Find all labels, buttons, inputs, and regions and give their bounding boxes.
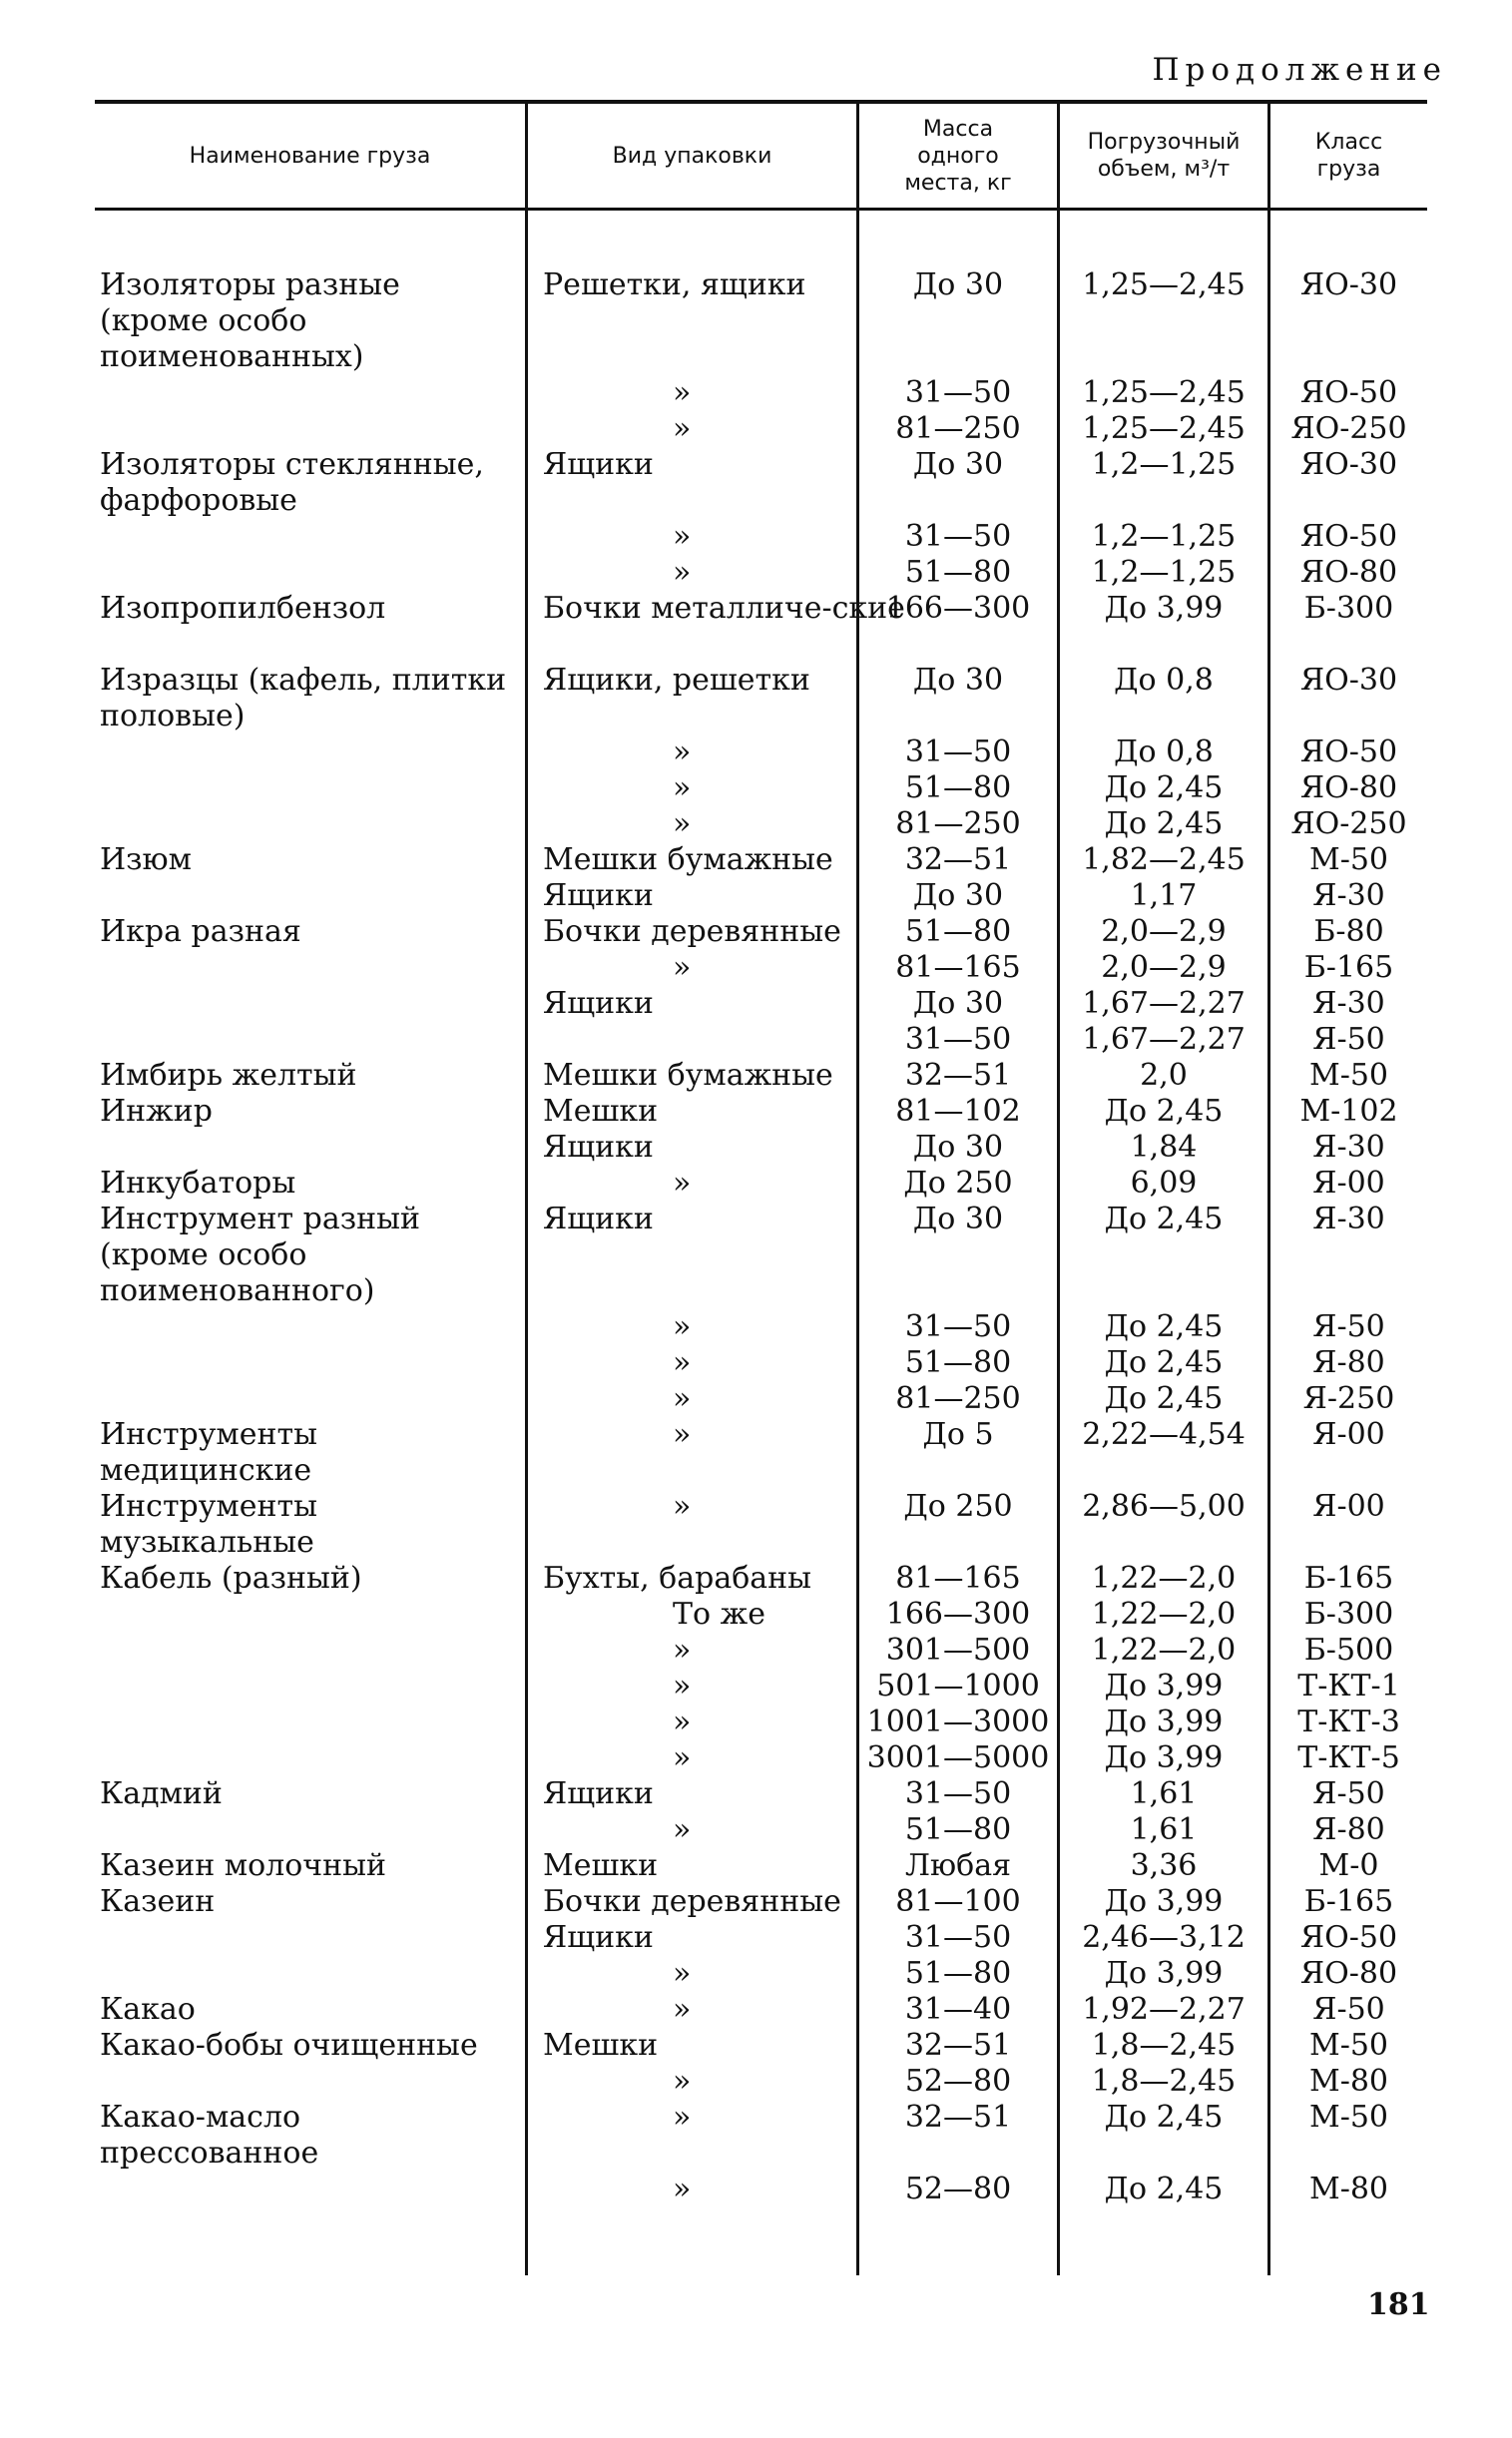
mass-value: До 30: [912, 663, 1004, 698]
mass-value: 81—250: [895, 411, 1021, 446]
cargo-class: Б-500: [1303, 1633, 1394, 1668]
cargo-class: Я-00: [1312, 1166, 1385, 1201]
cargo-class: ЯО-50: [1299, 519, 1398, 554]
volume-value: До 3,99: [1104, 1669, 1224, 1704]
table-row: [95, 1417, 1427, 1489]
header-class: Класс груза: [1314, 130, 1383, 182]
packaging-type: »: [673, 1812, 692, 1847]
packaging-type: »: [673, 1992, 692, 2027]
cargo-class: М-50: [1308, 842, 1389, 877]
table-row: [95, 2100, 1427, 2172]
cargo-class: Б-300: [1303, 1597, 1394, 1632]
mass-value: 31—50: [904, 1776, 1012, 1811]
cargo-name: Инжир: [100, 1094, 213, 1129]
continuation-label: Продолжение: [1152, 52, 1447, 88]
cargo-class: Я-50: [1312, 1776, 1385, 1811]
mass-value: 81—100: [895, 1884, 1021, 1919]
packaging-type: Мешки бумажные: [543, 1058, 833, 1093]
table-row: [95, 591, 1427, 663]
volume-value: 2,86—5,00: [1082, 1489, 1246, 1524]
header-volume: Погрузочный объем, м³/т: [1087, 130, 1241, 182]
cargo-class: Я-80: [1312, 1812, 1385, 1847]
cargo-name: Казеин: [100, 1884, 216, 1919]
volume-value: 6,09: [1130, 1166, 1198, 1201]
cargo-name: Инкубаторы: [100, 1166, 296, 1201]
cargo-class: ЯО-50: [1299, 734, 1398, 769]
volume-value: 1,22—2,0: [1091, 1633, 1237, 1668]
table-row: [95, 2028, 1427, 2064]
cargo-class: Т-КТ-3: [1297, 1705, 1400, 1739]
mass-value: 81—250: [895, 806, 1021, 841]
cargo-name: Имбирь желтый: [100, 1058, 357, 1093]
volume-value: До 2,45: [1104, 1381, 1224, 1416]
volume-value: До 3,99: [1104, 1956, 1224, 1991]
header-packaging: Вид упаковки: [612, 143, 772, 169]
mass-value: Любая: [904, 1848, 1012, 1883]
cargo-name: Инструменты медицинские: [100, 1417, 317, 1488]
packaging-type: Мешки: [543, 1848, 659, 1883]
mass-value: 32—51: [904, 1058, 1012, 1093]
volume-value: 2,22—4,54: [1082, 1417, 1246, 1452]
table-row: [95, 2064, 1427, 2100]
volume-value: 1,25—2,45: [1082, 375, 1246, 410]
mass-value: До 250: [903, 1166, 1013, 1201]
packaging-type: »: [673, 519, 692, 554]
packaging-type: Решетки, ящики: [543, 267, 806, 302]
table-row: [95, 267, 1427, 375]
packaging-type: Ящики: [543, 1202, 654, 1236]
volume-value: До 2,45: [1104, 806, 1224, 841]
cargo-class: ЯО-30: [1299, 267, 1398, 302]
volume-value: До 2,45: [1104, 1202, 1224, 1236]
table-row: [95, 950, 1427, 986]
cargo-name: Икра разная: [100, 914, 301, 949]
table-row: [95, 1884, 1427, 1920]
packaging-type: »: [673, 1633, 692, 1668]
packaging-type: Мешки: [543, 1094, 659, 1129]
table-row: [95, 878, 1427, 914]
table-row: [95, 1094, 1427, 1130]
cargo-class: Я-30: [1312, 878, 1385, 913]
mass-value: До 30: [912, 986, 1004, 1021]
mass-value: 52—80: [904, 2172, 1012, 2206]
cargo-class: ЯО-80: [1299, 555, 1398, 590]
volume-value: 1,84: [1130, 1130, 1198, 1165]
table-row: [95, 1202, 1427, 1309]
header-name: Наименование груза: [189, 143, 431, 169]
table-row: [95, 1381, 1427, 1417]
cargo-class: ЯО-80: [1299, 770, 1398, 805]
cargo-class: ЯО-250: [1290, 806, 1407, 841]
mass-value: 31—50: [904, 519, 1012, 554]
cargo-class: ЯО-30: [1299, 663, 1398, 698]
mass-value: 81—102: [895, 1094, 1021, 1129]
packaging-type: Ящики: [543, 1130, 654, 1165]
cargo-class: Б-165: [1303, 1884, 1394, 1919]
table-row: [95, 1058, 1427, 1094]
cargo-name: Изюм: [100, 842, 192, 877]
packaging-type: »: [673, 770, 692, 805]
volume-value: До 2,45: [1104, 1309, 1224, 1344]
packaging-type: »: [673, 1345, 692, 1380]
cargo-class: ЯО-50: [1299, 375, 1398, 410]
volume-value: 1,2—1,25: [1091, 447, 1237, 482]
volume-value: 1,82—2,45: [1082, 842, 1246, 877]
table-row: [95, 519, 1427, 555]
packaging-type: »: [673, 1381, 692, 1416]
mass-value: 31—50: [904, 1309, 1012, 1344]
table-row: [95, 1776, 1427, 1812]
cargo-class: ЯО-250: [1290, 411, 1407, 446]
packaging-type: Ящики: [543, 447, 654, 482]
mass-value: 166—300: [885, 1597, 1031, 1632]
volume-value: До 2,45: [1104, 2172, 1224, 2206]
packaging-type: »: [673, 411, 692, 446]
volume-value: 2,0: [1140, 1058, 1188, 1093]
table-row: [95, 1812, 1427, 1848]
mass-value: До 250: [903, 1489, 1013, 1524]
cargo-class: Б-165: [1303, 1561, 1394, 1596]
cargo-class: М-80: [1308, 2064, 1389, 2099]
mass-value: До 30: [912, 1202, 1004, 1236]
packaging-type: »: [673, 1489, 692, 1524]
packaging-type: Ящики: [543, 1776, 654, 1811]
cargo-name: Изопропилбензол: [100, 591, 386, 626]
cargo-class: М-50: [1308, 2028, 1389, 2063]
volume-value: До 3,99: [1104, 591, 1224, 626]
volume-value: 1,8—2,45: [1091, 2028, 1237, 2063]
cargo-class: ЯО-30: [1299, 447, 1398, 482]
header-bottom-rule: [95, 208, 1427, 211]
volume-value: До 2,45: [1104, 1345, 1224, 1380]
packaging-type: »: [673, 1956, 692, 1991]
packaging-type: Бочки деревянные: [543, 914, 841, 949]
mass-value: 81—250: [895, 1381, 1021, 1416]
cargo-class: Я-30: [1312, 986, 1385, 1021]
table-row: [95, 1848, 1427, 1884]
table-row: [95, 1345, 1427, 1381]
cargo-class: М-0: [1318, 1848, 1379, 1883]
packaging-type: »: [673, 1705, 692, 1739]
packaging-type: »: [673, 806, 692, 841]
volume-value: 1,8—2,45: [1091, 2064, 1237, 2099]
volume-value: До 2,45: [1104, 770, 1224, 805]
cargo-class: ЯО-80: [1299, 1956, 1398, 1991]
cargo-class: Я-50: [1312, 1022, 1385, 1057]
packaging-type: Мешки: [543, 2028, 659, 2063]
table-row: [95, 375, 1427, 411]
cargo-name: Изразцы (кафель, плитки половые): [100, 663, 507, 733]
cargo-class: Я-250: [1302, 1381, 1395, 1416]
mass-value: 32—51: [904, 2028, 1012, 2063]
cargo-table: [95, 100, 1427, 2275]
mass-value: 301—500: [885, 1633, 1031, 1668]
packaging-type: Бочки металличе-ские: [543, 591, 905, 626]
mass-value: 51—80: [904, 770, 1012, 805]
packaging-type: »: [673, 2100, 692, 2135]
volume-value: До 2,45: [1104, 1094, 1224, 1129]
cargo-class: Я-80: [1312, 1345, 1385, 1380]
table-row: [95, 555, 1427, 591]
table-row: [95, 663, 1427, 734]
table-row: [95, 2172, 1427, 2207]
mass-value: 31—50: [904, 1022, 1012, 1057]
volume-value: До 3,99: [1104, 1884, 1224, 1919]
table-row: [95, 1597, 1427, 1633]
cargo-class: Б-165: [1303, 950, 1394, 985]
mass-value: До 30: [912, 878, 1004, 913]
volume-value: До 0,8: [1114, 734, 1214, 769]
table-row: [95, 842, 1427, 878]
mass-value: 31—50: [904, 375, 1012, 410]
cargo-class: Я-00: [1312, 1417, 1385, 1452]
cargo-name: Инструменты музыкальные: [100, 1489, 317, 1560]
volume-value: До 0,8: [1114, 663, 1214, 698]
mass-value: 32—51: [904, 2100, 1012, 2135]
table-row: [95, 1633, 1427, 1669]
table-row: [95, 1920, 1427, 1956]
volume-value: 2,0—2,9: [1101, 914, 1227, 949]
cargo-class: Б-80: [1313, 914, 1384, 949]
mass-value: 81—165: [895, 1561, 1021, 1596]
table-row: [95, 806, 1427, 842]
cargo-class: М-50: [1308, 2100, 1389, 2135]
cargo-class: Я-50: [1312, 1309, 1385, 1344]
table-row: [95, 1130, 1427, 1166]
volume-value: До 3,99: [1104, 1705, 1224, 1739]
volume-value: 2,46—3,12: [1082, 1920, 1246, 1955]
mass-value: 31—50: [904, 1920, 1012, 1955]
packaging-type: »: [673, 1417, 692, 1452]
packaging-type: »: [673, 1309, 692, 1344]
table-row: [95, 914, 1427, 950]
volume-value: 1,22—2,0: [1091, 1561, 1237, 1596]
packaging-type: Ящики: [543, 1920, 654, 1955]
cargo-class: Я-30: [1312, 1130, 1385, 1165]
cargo-name: Изоляторы стеклянные, фарфоровые: [100, 447, 484, 518]
mass-value: 3001—5000: [866, 1740, 1050, 1775]
table-row: [95, 1022, 1427, 1058]
cargo-class: Я-50: [1312, 1992, 1385, 2027]
volume-value: 1,61: [1130, 1812, 1198, 1847]
mass-value: 51—80: [904, 555, 1012, 590]
mass-value: 501—1000: [876, 1669, 1040, 1704]
packaging-type: »: [673, 950, 692, 985]
mass-value: 52—80: [904, 2064, 1012, 2099]
cargo-name: Какао: [100, 1992, 196, 2027]
mass-value: 51—80: [904, 914, 1012, 949]
packaging-type: Мешки бумажные: [543, 842, 833, 877]
packaging-type: Ящики: [543, 986, 654, 1021]
packaging-type: »: [673, 734, 692, 769]
page-number: 181: [1367, 2287, 1430, 2322]
cargo-name: Казеин молочный: [100, 1848, 386, 1883]
mass-value: 51—80: [904, 1812, 1012, 1847]
cargo-name: Изоляторы разные (кроме особо поименованных): [100, 267, 400, 374]
cargo-class: Т-КТ-1: [1297, 1669, 1400, 1704]
packaging-type: »: [673, 1669, 692, 1704]
mass-value: До 30: [912, 1130, 1004, 1165]
volume-value: До 3,99: [1104, 1740, 1224, 1775]
cargo-name: Какао-масло прессованное: [100, 2100, 319, 2171]
cargo-name: Кабель (разный): [100, 1561, 362, 1596]
table-row: [95, 1489, 1427, 1561]
volume-value: 1,2—1,25: [1091, 519, 1237, 554]
cargo-class: М-80: [1308, 2172, 1389, 2206]
packaging-type: »: [673, 555, 692, 590]
cargo-name: Какао-бобы очищенные: [100, 2028, 478, 2063]
table-row: [95, 1166, 1427, 1202]
table-row: [95, 411, 1427, 447]
packaging-type: »: [673, 2172, 692, 2206]
table-row: [95, 770, 1427, 806]
packaging-type: Бухты, барабаны: [543, 1561, 812, 1596]
volume-value: 1,92—2,27: [1082, 1992, 1246, 2027]
mass-value: До 30: [912, 267, 1004, 302]
cargo-class: Т-КТ-5: [1297, 1740, 1400, 1775]
cargo-class: ЯО-50: [1299, 1920, 1398, 1955]
table-row: [95, 986, 1427, 1022]
mass-value: 166—300: [885, 591, 1031, 626]
volume-value: 1,25—2,45: [1082, 411, 1246, 446]
volume-value: 1,67—2,27: [1082, 1022, 1246, 1057]
table-row: [95, 1956, 1427, 1992]
table-row: [95, 1705, 1427, 1740]
packaging-type: То же: [673, 1597, 765, 1632]
table-row: [95, 1561, 1427, 1597]
volume-value: 1,22—2,0: [1091, 1597, 1237, 1632]
header-mass: Масса одного места, кг: [904, 116, 1012, 196]
cargo-name: Инструмент разный (кроме особо поименованного): [100, 1202, 420, 1308]
packaging-type: Ящики: [543, 878, 654, 913]
cargo-class: М-50: [1308, 1058, 1389, 1093]
volume-value: 3,36: [1130, 1848, 1198, 1883]
table-row: [95, 1992, 1427, 2028]
cargo-class: Б-300: [1303, 591, 1394, 626]
cargo-class: Я-30: [1312, 1202, 1385, 1236]
mass-value: 51—80: [904, 1345, 1012, 1380]
table-row: [95, 1740, 1427, 1776]
volume-value: 1,2—1,25: [1091, 555, 1237, 590]
mass-value: 1001—3000: [866, 1705, 1050, 1739]
mass-value: 31—40: [904, 1992, 1012, 2027]
mass-value: 81—165: [895, 950, 1021, 985]
table-row: [95, 734, 1427, 770]
packaging-type: »: [673, 375, 692, 410]
mass-value: 51—80: [904, 1956, 1012, 1991]
mass-value: До 30: [912, 447, 1004, 482]
mass-value: До 5: [922, 1417, 994, 1452]
table-row: [95, 1669, 1427, 1705]
volume-value: До 2,45: [1104, 2100, 1224, 2135]
table-body: [95, 267, 1427, 2207]
volume-value: 2,0—2,9: [1101, 950, 1227, 985]
packaging-type: »: [673, 2064, 692, 2099]
volume-value: 1,25—2,45: [1082, 267, 1246, 302]
cargo-name: Кадмий: [100, 1776, 223, 1811]
volume-value: 1,61: [1130, 1776, 1198, 1811]
mass-value: 31—50: [904, 734, 1012, 769]
packaging-type: »: [673, 1166, 692, 1201]
cargo-class: М-102: [1299, 1094, 1398, 1129]
table-row: [95, 447, 1427, 519]
volume-value: 1,17: [1130, 878, 1198, 913]
packaging-type: Бочки деревянные: [543, 1884, 841, 1919]
mass-value: 32—51: [904, 842, 1012, 877]
packaging-type: »: [673, 1740, 692, 1775]
packaging-type: Ящики, решетки: [543, 663, 810, 698]
cargo-class: Я-00: [1312, 1489, 1385, 1524]
table-row: [95, 1309, 1427, 1345]
volume-value: 1,67—2,27: [1082, 986, 1246, 1021]
